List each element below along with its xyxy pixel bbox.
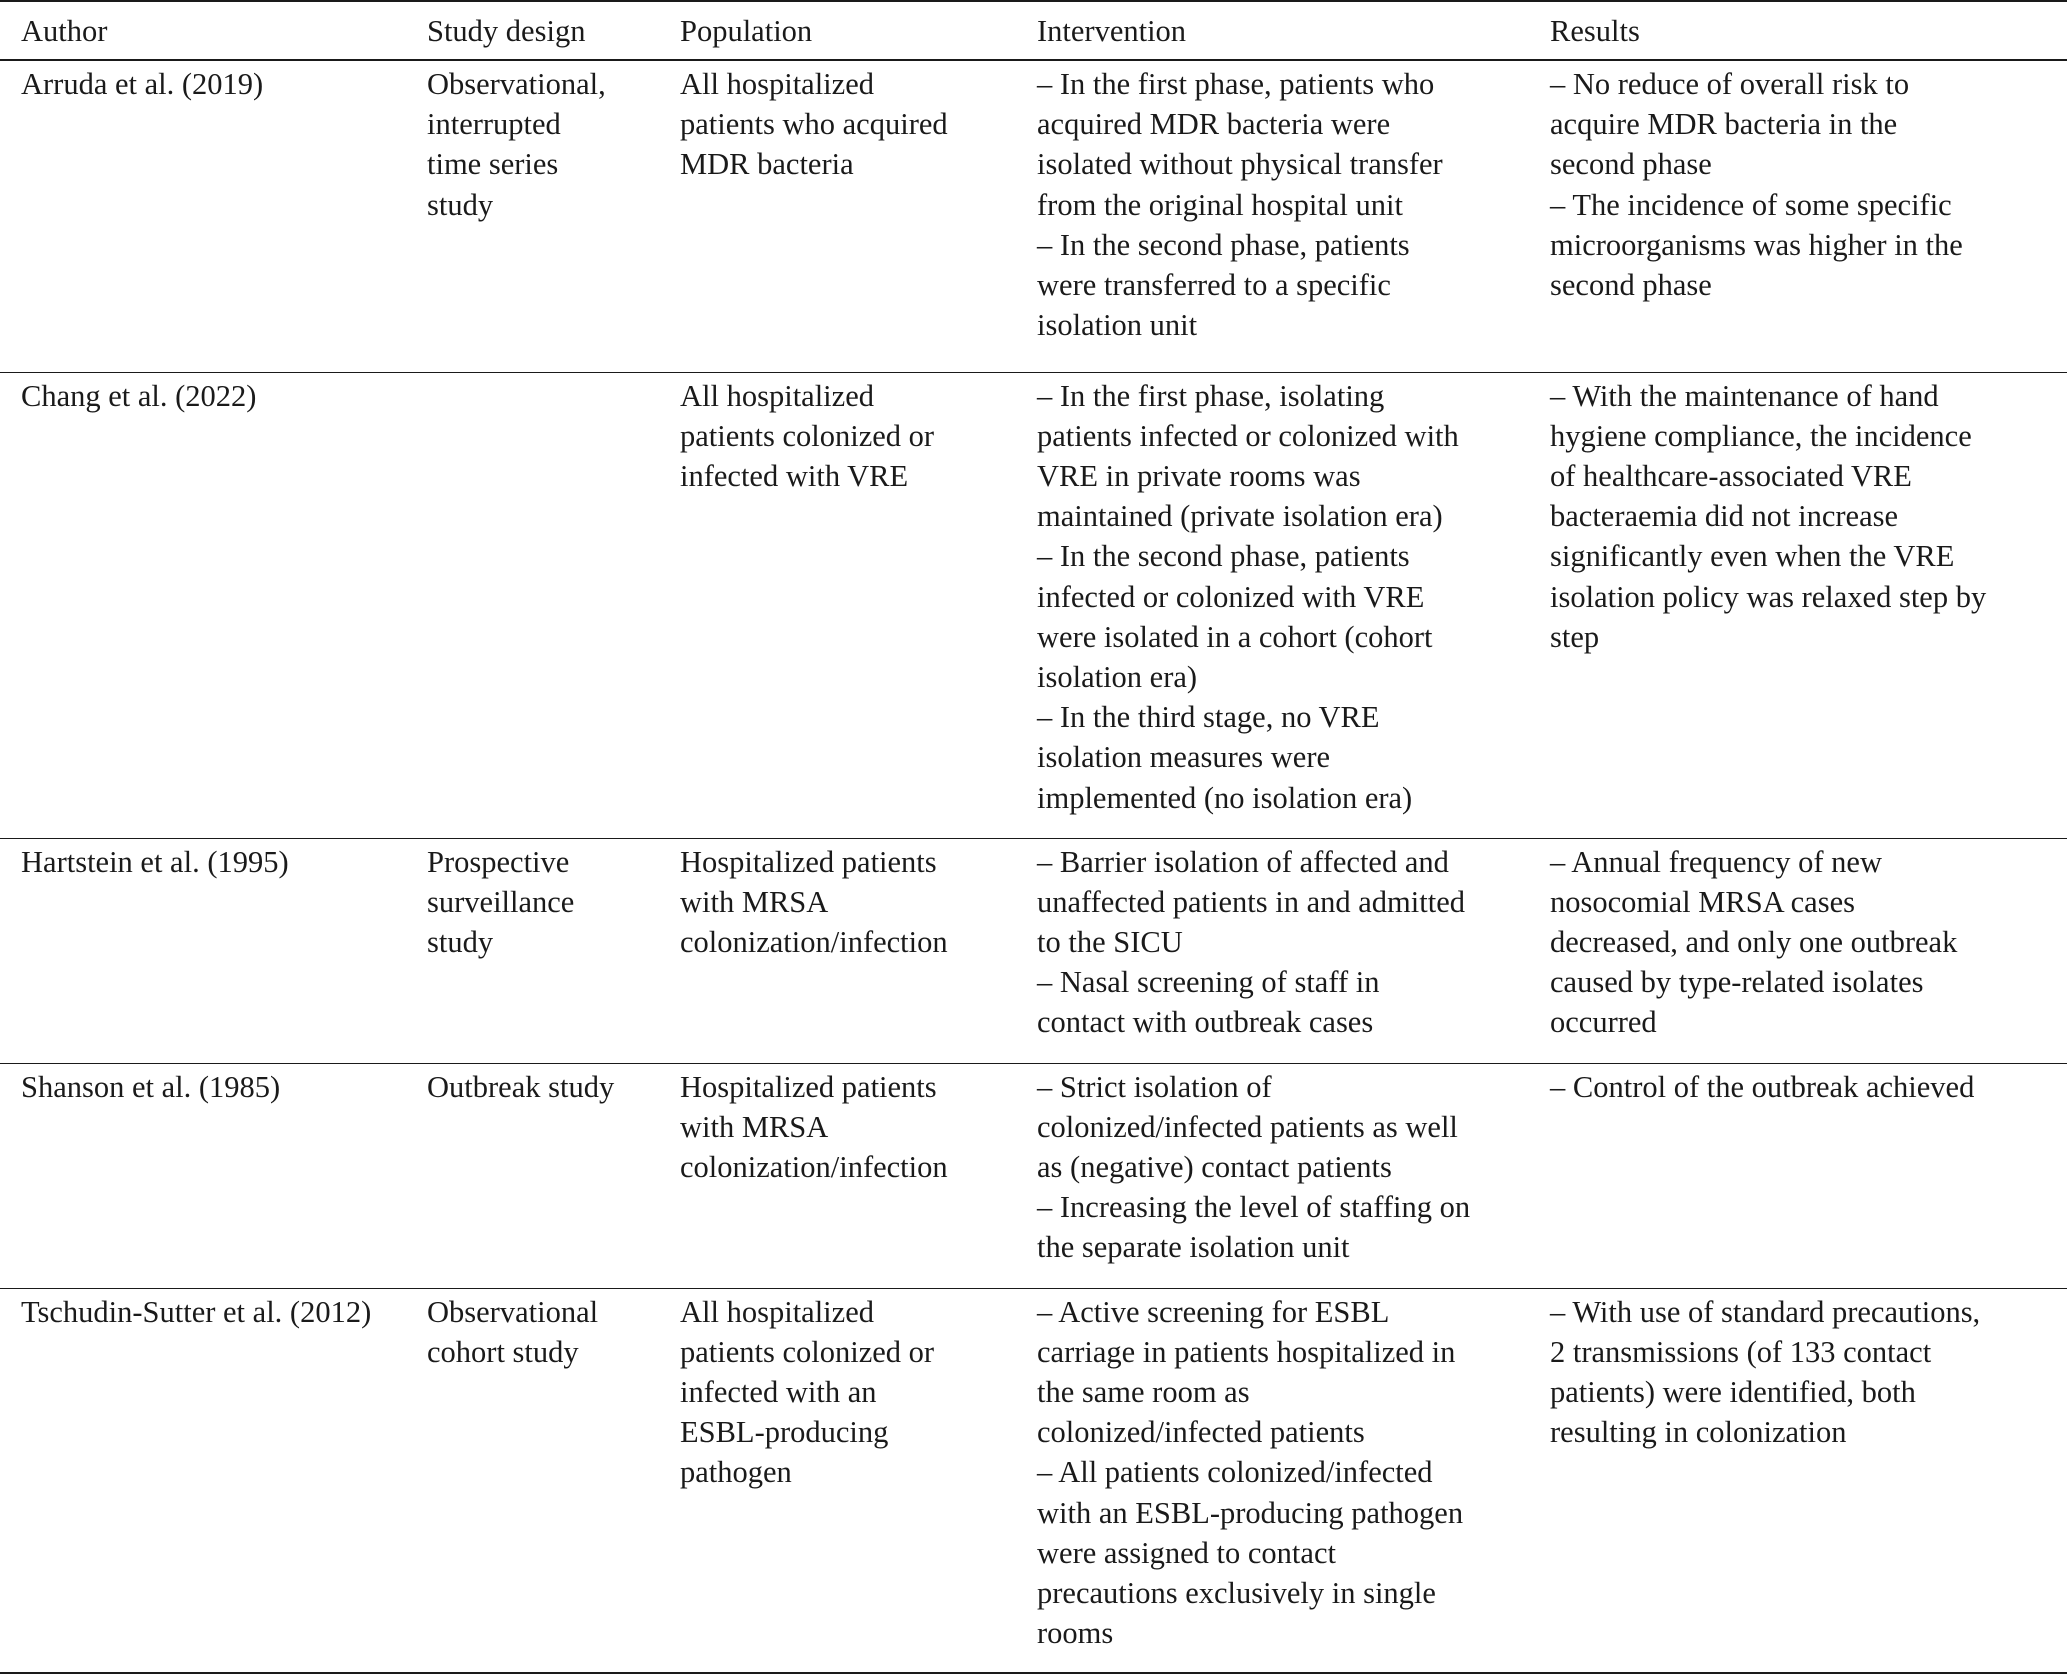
cell-author: Shanson et al. (1985) [21,1069,281,1104]
cell-population [680,838,1037,1063]
cell-line: from the original hospital unit [1037,187,1403,222]
cell-intervention [1037,838,1550,1063]
cell-line: carriage in patients hospitalized in [1037,1334,1456,1369]
cell-line: All hospitalized [680,67,874,101]
cell-line: All hospitalized [680,378,874,413]
cell-author: Hartstein et al. (1995) [21,844,289,879]
cell-line: surveillance [427,884,575,919]
header-results: Results [1550,14,1640,48]
cell-line: second phase [1550,147,1712,182]
cell-line: to the SICU [1037,924,1183,959]
cell-line: hygiene compliance, the incidence [1550,418,1972,453]
cell-population [680,1288,1037,1673]
cell-line: significantly even when the VRE [1550,539,1955,574]
cell-line: infected or colonized with VRE [1037,579,1425,614]
cell-line: step [1550,619,1600,654]
cell-line: rooms [1037,1616,1114,1651]
cell-author: Chang et al. (2022) [21,378,257,413]
cell-line: VRE in private rooms was [1037,458,1361,493]
cell-line: Outbreak study [427,1069,615,1104]
cell-line: Hospitalized patients [680,844,937,879]
table-row [0,838,2067,1063]
cell-line: precautions exclusively in single [1037,1575,1436,1610]
table-row [0,1288,2067,1673]
cell-line: were isolated in a cohort (cohort [1037,619,1433,654]
cell-study-design [427,838,680,1063]
cell-line: – In the first phase, isolating [1037,378,1385,413]
cell-line: with an ESBL-producing pathogen [1037,1495,1464,1530]
cell-line: nosocomial MRSA cases [1550,884,1855,919]
header-intervention: Intervention [1037,14,1187,48]
cell-results [1550,1288,2067,1673]
header-population: Population [680,14,813,48]
cell-line: – Barrier isolation of affected and [1037,844,1449,879]
cell-line: infected with an [680,1374,877,1409]
cell-line: isolation measures were [1037,740,1331,775]
table-row [0,372,2067,838]
cell-line: acquired MDR bacteria were [1037,107,1391,142]
cell-line: colonization/infection [680,924,948,959]
cell-line: patients who acquired [680,107,948,142]
cell-line: Observational [427,1294,599,1329]
cell-line: cohort study [427,1334,579,1369]
cell-author: Arruda et al. (2019) [21,67,264,101]
cell-line: Hospitalized patients [680,1069,937,1104]
cell-results [1550,372,2067,838]
cell-line: were transferred to a specific [1037,268,1391,303]
cell-population [680,372,1037,838]
cell-line: – No reduce of overall risk to [1550,67,1910,101]
cell-line: implemented (no isolation era) [1037,780,1413,815]
cell-line: interrupted [427,107,561,142]
cell-line: patients infected or colonized with [1037,418,1459,453]
cell-line: patients) were identified, both [1550,1374,1916,1409]
cell-line: – In the second phase, patients [1037,227,1410,262]
cell-line: resulting in colonization [1550,1415,1847,1450]
cell-intervention [1037,372,1550,838]
cell-line: pathogen [680,1455,792,1490]
cell-line: colonized/infected patients [1037,1415,1365,1450]
cell-line: patients colonized or [680,418,935,453]
cell-line: time series [427,147,559,182]
cell-line: maintained (private isolation era) [1037,499,1443,534]
cell-line: of healthcare-associated VRE [1550,458,1912,493]
cell-line: isolated without physical transfer [1037,147,1443,182]
table-body [0,60,2067,1673]
header-row [0,1,2067,60]
header-study-design: Study design [427,14,586,48]
cell-line: with MRSA [680,1109,829,1144]
cell-line: study [427,187,494,222]
cell-line: decreased, and only one outbreak [1550,924,1958,959]
cell-intervention [1037,60,1550,372]
cell-line: unaffected patients in and admitted [1037,884,1465,919]
cell-line: – Annual frequency of new [1550,844,1883,879]
cell-study-design [427,1063,680,1288]
cell-population [680,1063,1037,1288]
cell-line: – Nasal screening of staff in [1037,965,1380,1000]
cell-line: isolation unit [1037,308,1198,343]
cell-line: infected with VRE [680,458,909,493]
cell-line: colonized/infected patients as well [1037,1109,1458,1144]
cell-line: – Control of the outbreak achieved [1550,1069,1975,1104]
cell-line: Observational, [427,67,606,101]
cell-line: – Active screening for ESBL [1037,1294,1390,1329]
cell-line: – In the third stage, no VRE [1037,700,1380,735]
cell-line: occurred [1550,1005,1657,1040]
cell-line: isolation era) [1037,659,1198,694]
table-row [0,1063,2067,1288]
cell-line: – Strict isolation of [1037,1069,1272,1104]
cell-line: – The incidence of some specific [1550,187,1952,222]
cell-line: isolation policy was relaxed step by [1550,579,1987,614]
cell-line: MDR bacteria [680,147,854,182]
cell-line: 2 transmissions (of 133 contact [1550,1334,1932,1369]
header-author: Author [21,14,108,48]
cell-line: – All patients colonized/infected [1037,1455,1433,1490]
cell-line: colonization/infection [680,1149,948,1184]
cell-study-design [427,60,680,372]
cell-line: as (negative) contact patients [1037,1149,1392,1184]
cell-study-design [427,1288,680,1673]
cell-intervention [1037,1288,1550,1673]
cell-line: study [427,924,494,959]
cell-line: with MRSA [680,884,829,919]
table-header [0,1,2067,60]
cell-results [1550,60,2067,372]
cell-line: Prospective [427,844,570,879]
cell-author: Tschudin-Sutter et al. (2012) [21,1294,372,1329]
cell-line: the same room as [1037,1374,1250,1409]
table-row [0,60,2067,372]
cell-line: caused by type-related isolates [1550,965,1924,1000]
cell-line: patients colonized or [680,1334,935,1369]
cell-line: – With use of standard precautions, [1550,1294,1981,1329]
cell-line: microorganisms was higher in the [1550,227,1963,262]
cell-results [1550,1063,2067,1288]
cell-line: contact with outbreak cases [1037,1005,1374,1040]
cell-line: All hospitalized [680,1294,874,1329]
cell-line: – In the first phase, patients who [1037,67,1435,101]
cell-line: acquire MDR bacteria in the [1550,107,1898,142]
cell-line: ESBL-producing [680,1415,889,1450]
cell-line: second phase [1550,268,1712,303]
cell-intervention [1037,1063,1550,1288]
cell-line: – Increasing the level of staffing on [1037,1190,1471,1225]
cell-line: – In the second phase, patients [1037,539,1410,574]
cell-line: bacteraemia did not increase [1550,499,1899,534]
cell-study-design [427,372,680,838]
cell-line: the separate isolation unit [1037,1230,1350,1265]
cell-results [1550,838,2067,1063]
cell-line: – With the maintenance of hand [1550,378,1939,413]
cell-line: were assigned to contact [1037,1535,1336,1570]
cell-population [680,60,1037,372]
